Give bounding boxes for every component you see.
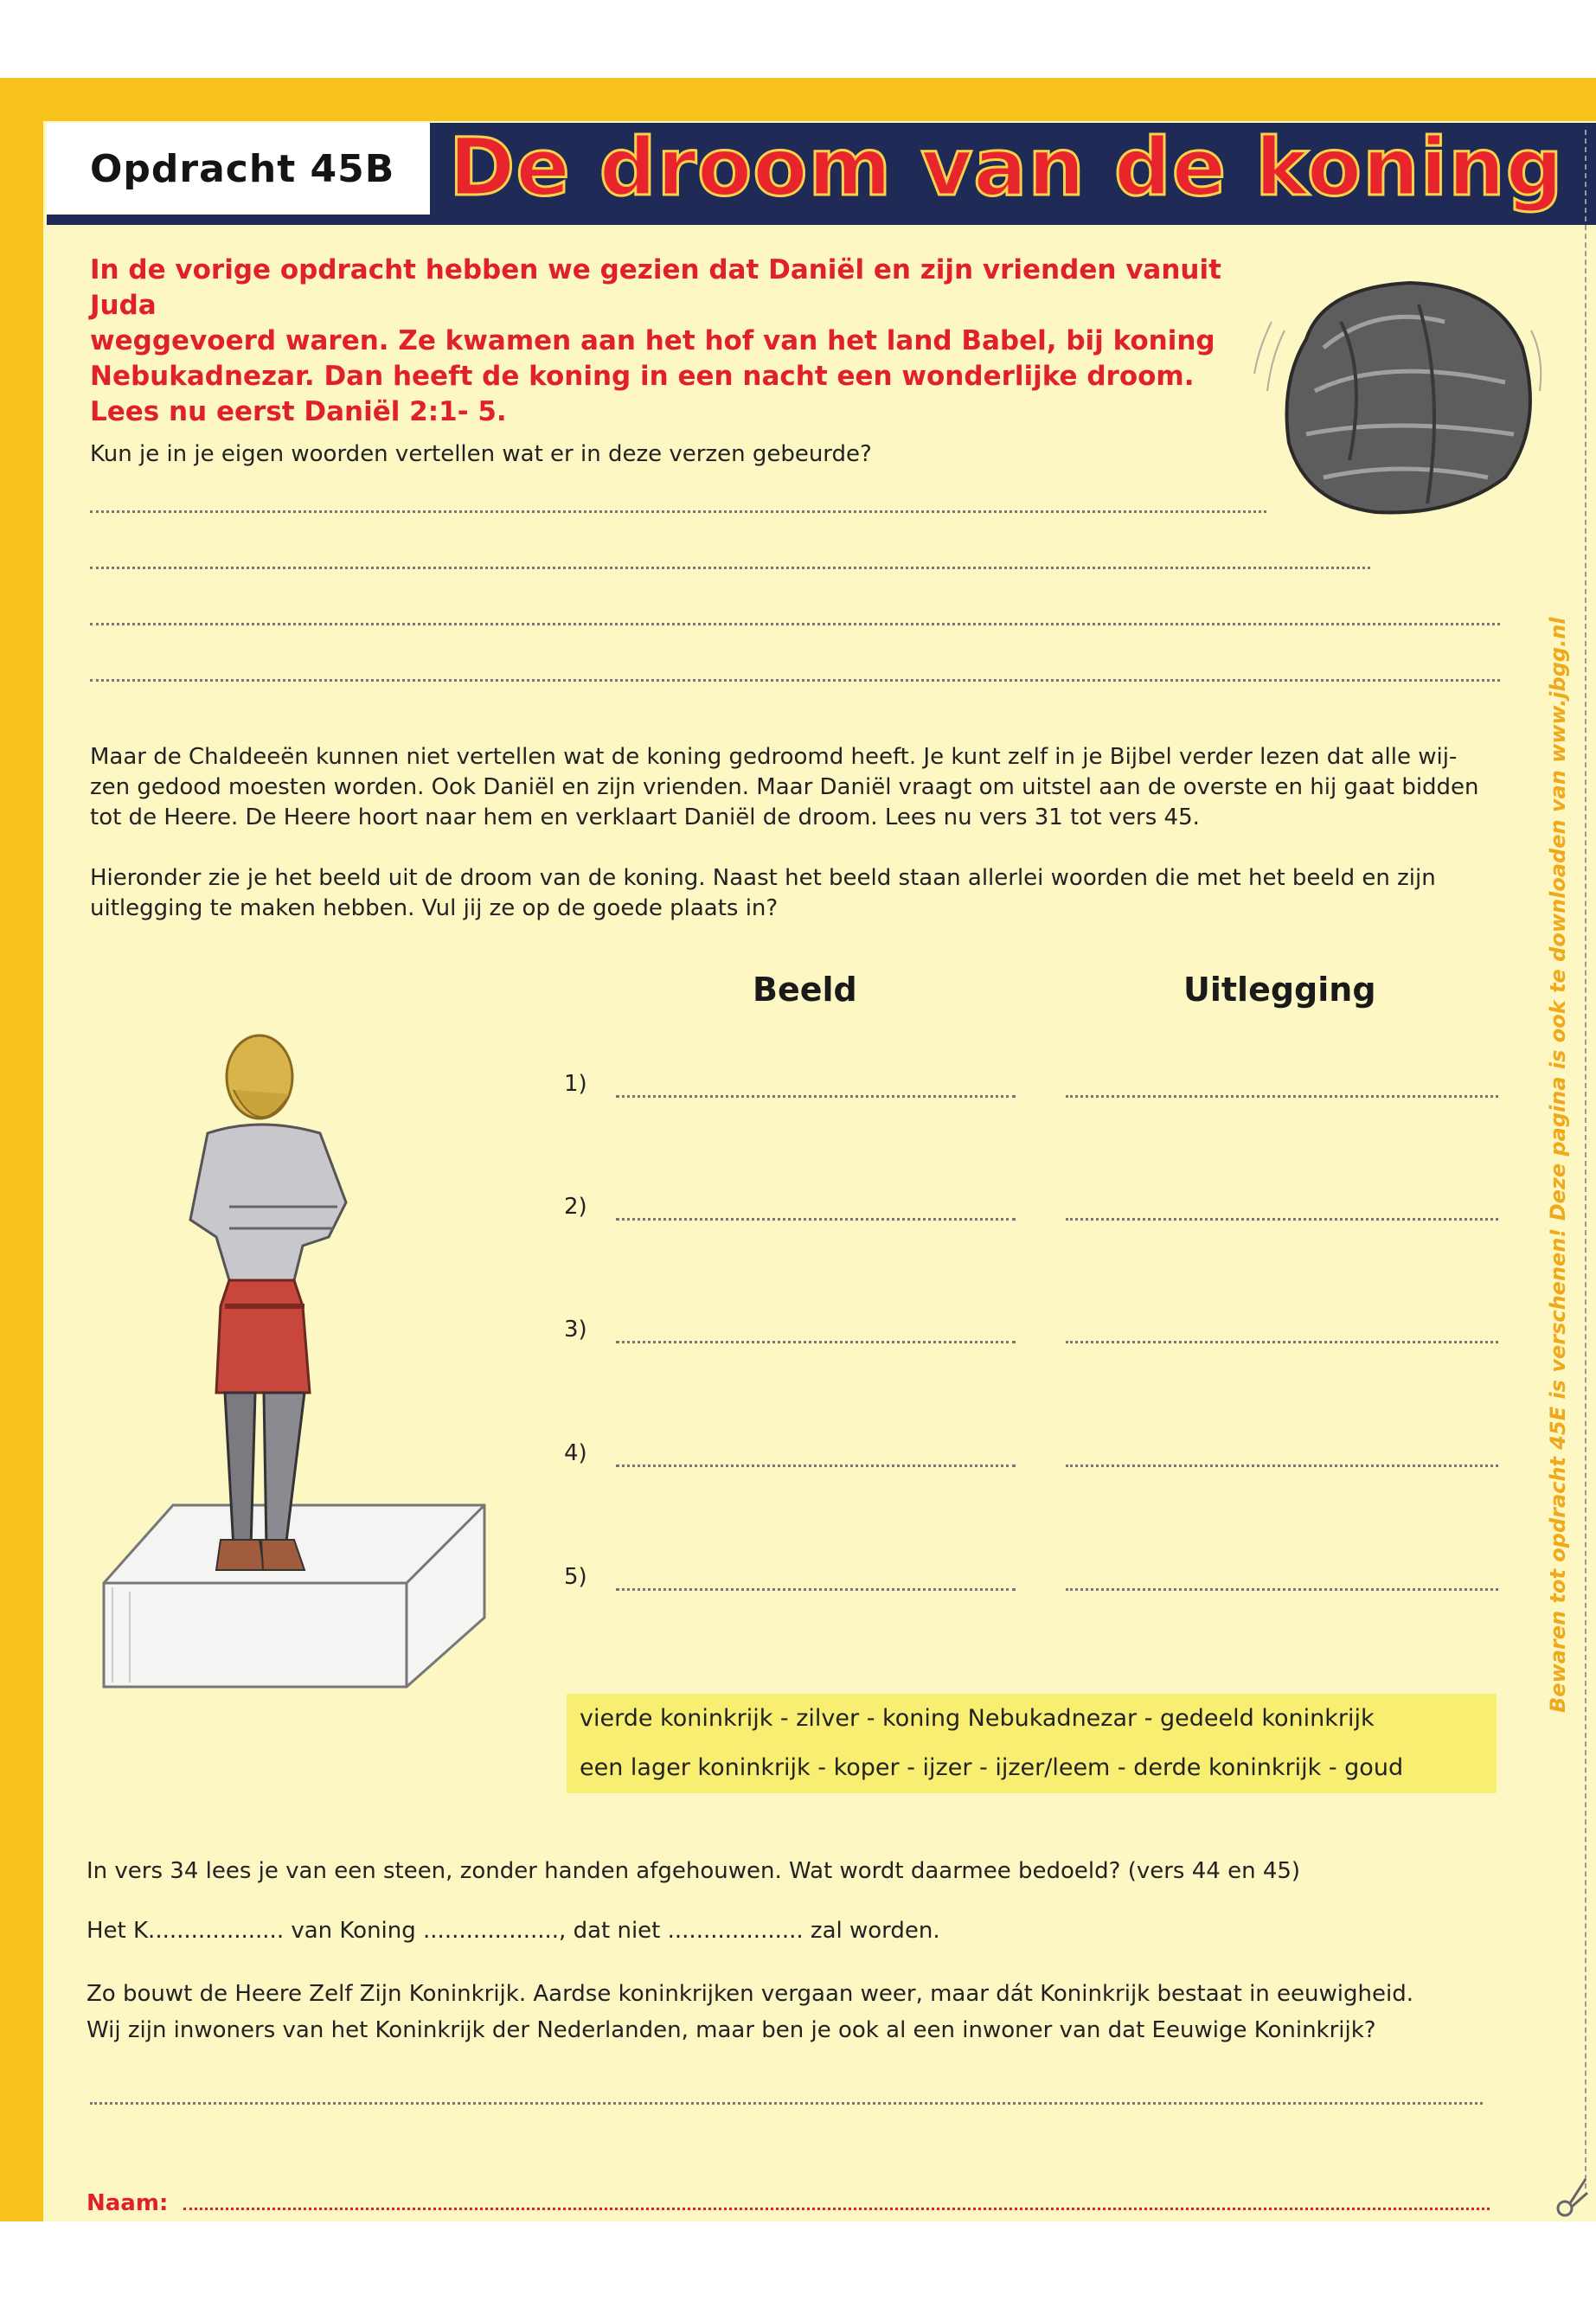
column-header-uitlegging: Uitlegging [1183,971,1376,1009]
scissors-icon [1553,2176,1592,2219]
side-note: Bewaren tot opdracht 45E is verschenen! Deze pagina is ook te downloaden van www.jbgg.nl [1546,617,1570,1713]
cut-line [1585,130,1586,2189]
question-2: In vers 34 lees je van een steen, zonder handen afgehouwen. Wat wordt daarmee bedoeld? (vers 44 en 45) [87,1858,1301,1884]
column-header-beeld: Beeld [753,971,857,1009]
uitlegging-line-5[interactable] [1066,1588,1498,1591]
uitlegging-line-2[interactable] [1066,1218,1498,1221]
row-number-5: 5) [564,1564,587,1590]
page-title: De droom van de koning [449,121,1564,214]
row-number-4: 4) [564,1440,587,1466]
beeld-line-5[interactable] [616,1588,1016,1591]
assignment-number: Opdracht 45B [90,147,395,191]
stone-icon [1246,270,1548,529]
answer-line-4[interactable] [90,679,1500,682]
row-number-3: 3) [564,1317,587,1343]
beeld-line-3[interactable] [616,1341,1016,1343]
word-bank-line-1: vierde koninkrijk - zilver - koning Nebukadnezar - gedeeld koninkrijk [580,1705,1375,1732]
assignment-box [47,123,430,225]
beeld-line-1[interactable] [616,1095,1016,1098]
row-number-2: 2) [564,1194,587,1220]
beeld-line-2[interactable] [616,1218,1016,1221]
statue-icon [78,1021,493,1860]
paragraph-2-line-1: Hieronder zie je het beeld uit de droom van de koning. Naast het beeld staan allerlei woorden die met het beeld en zijn [90,865,1436,891]
row-number-1: 1) [564,1071,587,1097]
paragraph-1-line-1: Maar de Chaldeeën kunnen niet vertellen wat de koning gedroomd heeft. Je kunt zelf in je Bijbel verder lezen dat alle wij- [90,744,1458,770]
paragraph-2-line-2: uitlegging te maken hebben. Vul jij ze op de goede plaats in? [90,895,779,921]
name-label: Naam: [87,2190,169,2216]
uitlegging-line-1[interactable] [1066,1095,1498,1098]
paragraph-1-line-3: tot de Heere. De Heere hoort naar hem en verklaart Daniël de droom. Lees nu vers 31 tot vers 45. [90,804,1200,830]
intro-text: In de vorige opdracht hebben we gezien dat Daniël en zijn vrienden vanuit Juda weggevoerd waren. Ze kwamen aan het hof van het land Babel, bij koning Nebukadnezar. Dan heeft de koning in een nacht een wonderlijke droom. Lees nu eerst Daniël 2:1- 5. [90,254,1221,427]
word-bank-line-2: een lager koninkrijk - koper - ijzer - ijzer/leem - derde koninkrijk - goud [580,1754,1404,1781]
beeld-line-4[interactable] [616,1465,1016,1467]
answer-line-2[interactable] [90,567,1370,569]
answer-line-final[interactable] [90,2102,1483,2105]
question-1: Kun je in je eigen woorden vertellen wat er in deze verzen gebeurde? [90,441,872,467]
top-border [0,78,1596,121]
answer-line-3[interactable] [90,623,1500,625]
name-line[interactable] [183,2208,1490,2210]
left-border [0,78,43,2221]
word-bank [567,1694,1497,1793]
answer-line-1[interactable] [90,510,1266,513]
closing-line-2: Wij zijn inwoners van het Koninkrijk der Nederlanden, maar ben je ook al een inwoner van dat Eeuwige Koninkrijk? [87,2017,1376,2043]
paragraph-1-line-2: zen gedood moesten worden. Ook Daniël en zijn vrienden. Maar Daniël vraagt om uitstel aan de overste en hij gaat bidden [90,774,1479,800]
fill-in-sentence[interactable]: Het K................... van Koning ..................., dat niet ................... zal worden. [87,1918,940,1944]
title-bar [430,123,1596,225]
uitlegging-line-4[interactable] [1066,1465,1498,1467]
closing-line-1: Zo bouwt de Heere Zelf Zijn Koninkrijk. Aardse koninkrijken vergaan weer, maar dát Koninkrijk bestaat in eeuwigheid. [87,1981,1413,2007]
worksheet-page [0,78,1596,2221]
uitlegging-line-3[interactable] [1066,1341,1498,1343]
